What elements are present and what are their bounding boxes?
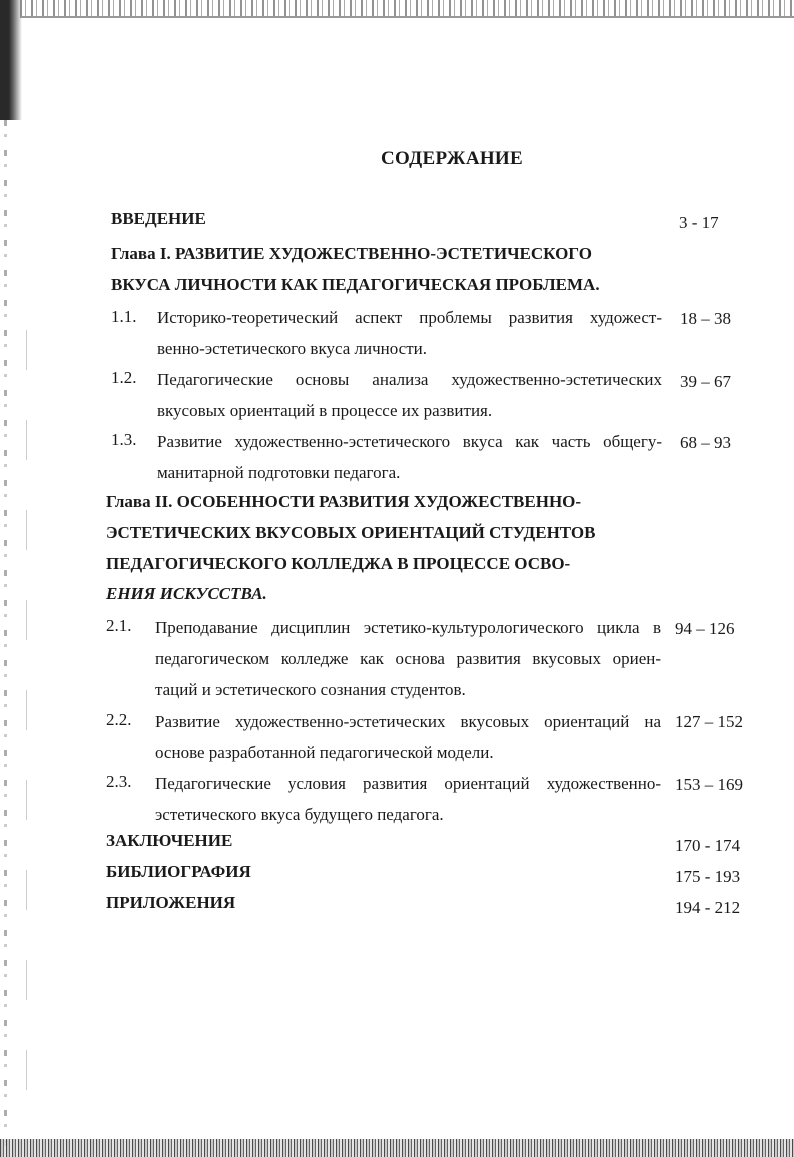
section-number: 1.3. xyxy=(111,430,137,449)
section-title-line: основе разработанной педагогической модели. xyxy=(155,743,494,762)
section-pages: 127 – 152 xyxy=(675,712,743,731)
toc-bibliography-pages: 175 - 193 xyxy=(675,867,741,886)
section-title-line: Развитие художественно-эстетического вкуса как часть общегу- xyxy=(157,432,662,451)
chapter2-title-line1: Глава II. ОСОБЕННОСТИ РАЗВИТИЯ ХУДОЖЕСТВЕННО- xyxy=(106,492,582,511)
section-title-line: Развитие художественно-эстетических вкусовых ориентаций на xyxy=(155,712,661,731)
section-number: 2.1. xyxy=(106,616,132,635)
chapter1-title-line2: ВКУСА ЛИЧНОСТИ КАК ПЕДАГОГИЧЕСКАЯ ПРОБЛЕМА. xyxy=(111,275,600,294)
toc-conclusion-pages: 170 - 174 xyxy=(675,836,741,855)
section-title-line: педагогическом колледже как основа развития вкусовых ориен- xyxy=(155,649,661,668)
section-pages: 18 – 38 xyxy=(680,309,731,328)
section-title-line: Преподавание дисциплин эстетико-культурологического цикла в xyxy=(155,618,661,637)
toc-appendices-pages: 194 - 212 xyxy=(675,898,741,917)
section-title-line: Педагогические условия развития ориентаций художественно- xyxy=(155,774,661,793)
scan-edge-top-line xyxy=(20,16,794,18)
toc-intro-label: ВВЕДЕНИЕ xyxy=(111,209,206,228)
section-number: 2.2. xyxy=(106,710,132,729)
section-pages: 94 – 126 xyxy=(675,619,735,638)
section-pages: 68 – 93 xyxy=(680,433,731,452)
scan-edge-left-marks xyxy=(4,120,7,1150)
chapter2-title-line4: ЕНИЯ ИСКУССТВА. xyxy=(106,584,267,603)
section-number: 2.3. xyxy=(106,772,132,791)
section-number: 1.2. xyxy=(111,368,137,387)
chapter2-title-line3: ПЕДАГОГИЧЕСКОГО КОЛЛЕДЖА В ПРОЦЕССЕ ОСВО- xyxy=(106,554,571,573)
section-title-line: Историко-теоретический аспект проблемы развития художест- xyxy=(157,308,662,327)
chapter2-title-line2: ЭСТЕТИЧЕСКИХ ВКУСОВЫХ ОРИЕНТАЦИЙ СТУДЕНТОВ xyxy=(106,523,596,542)
section-title-line: вкусовых ориентаций в процессе их развития. xyxy=(157,401,493,420)
section-pages: 39 – 67 xyxy=(680,372,731,391)
section-pages: 153 – 169 xyxy=(675,775,743,794)
scan-edge-bottom xyxy=(0,1139,794,1157)
toc-bibliography-label: БИБЛИОГРАФИЯ xyxy=(106,862,251,881)
scan-edge-left xyxy=(0,0,22,120)
section-title-line: манитарной подготовки педагога. xyxy=(157,463,401,482)
scan-edge-top xyxy=(20,0,794,16)
page-title: СОДЕРЖАНИЕ xyxy=(381,148,523,169)
toc-intro-pages: 3 - 17 xyxy=(679,213,719,232)
section-title-line: венно-эстетического вкуса личности. xyxy=(157,339,427,358)
section-title-line: таций и эстетического сознания студентов. xyxy=(155,680,466,699)
chapter1-title-line1: Глава I. РАЗВИТИЕ ХУДОЖЕСТВЕННО-ЭСТЕТИЧЕСКОГО xyxy=(111,244,592,263)
toc-appendices-label: ПРИЛОЖЕНИЯ xyxy=(106,893,236,912)
section-title-line: Педагогические основы анализа художественно-эстетических xyxy=(157,370,662,389)
scan-edge-left-line xyxy=(26,330,27,1130)
toc-conclusion-label: ЗАКЛЮЧЕНИЕ xyxy=(106,831,233,850)
section-number: 1.1. xyxy=(111,307,137,326)
section-title-line: эстетического вкуса будущего педагога. xyxy=(155,805,444,824)
